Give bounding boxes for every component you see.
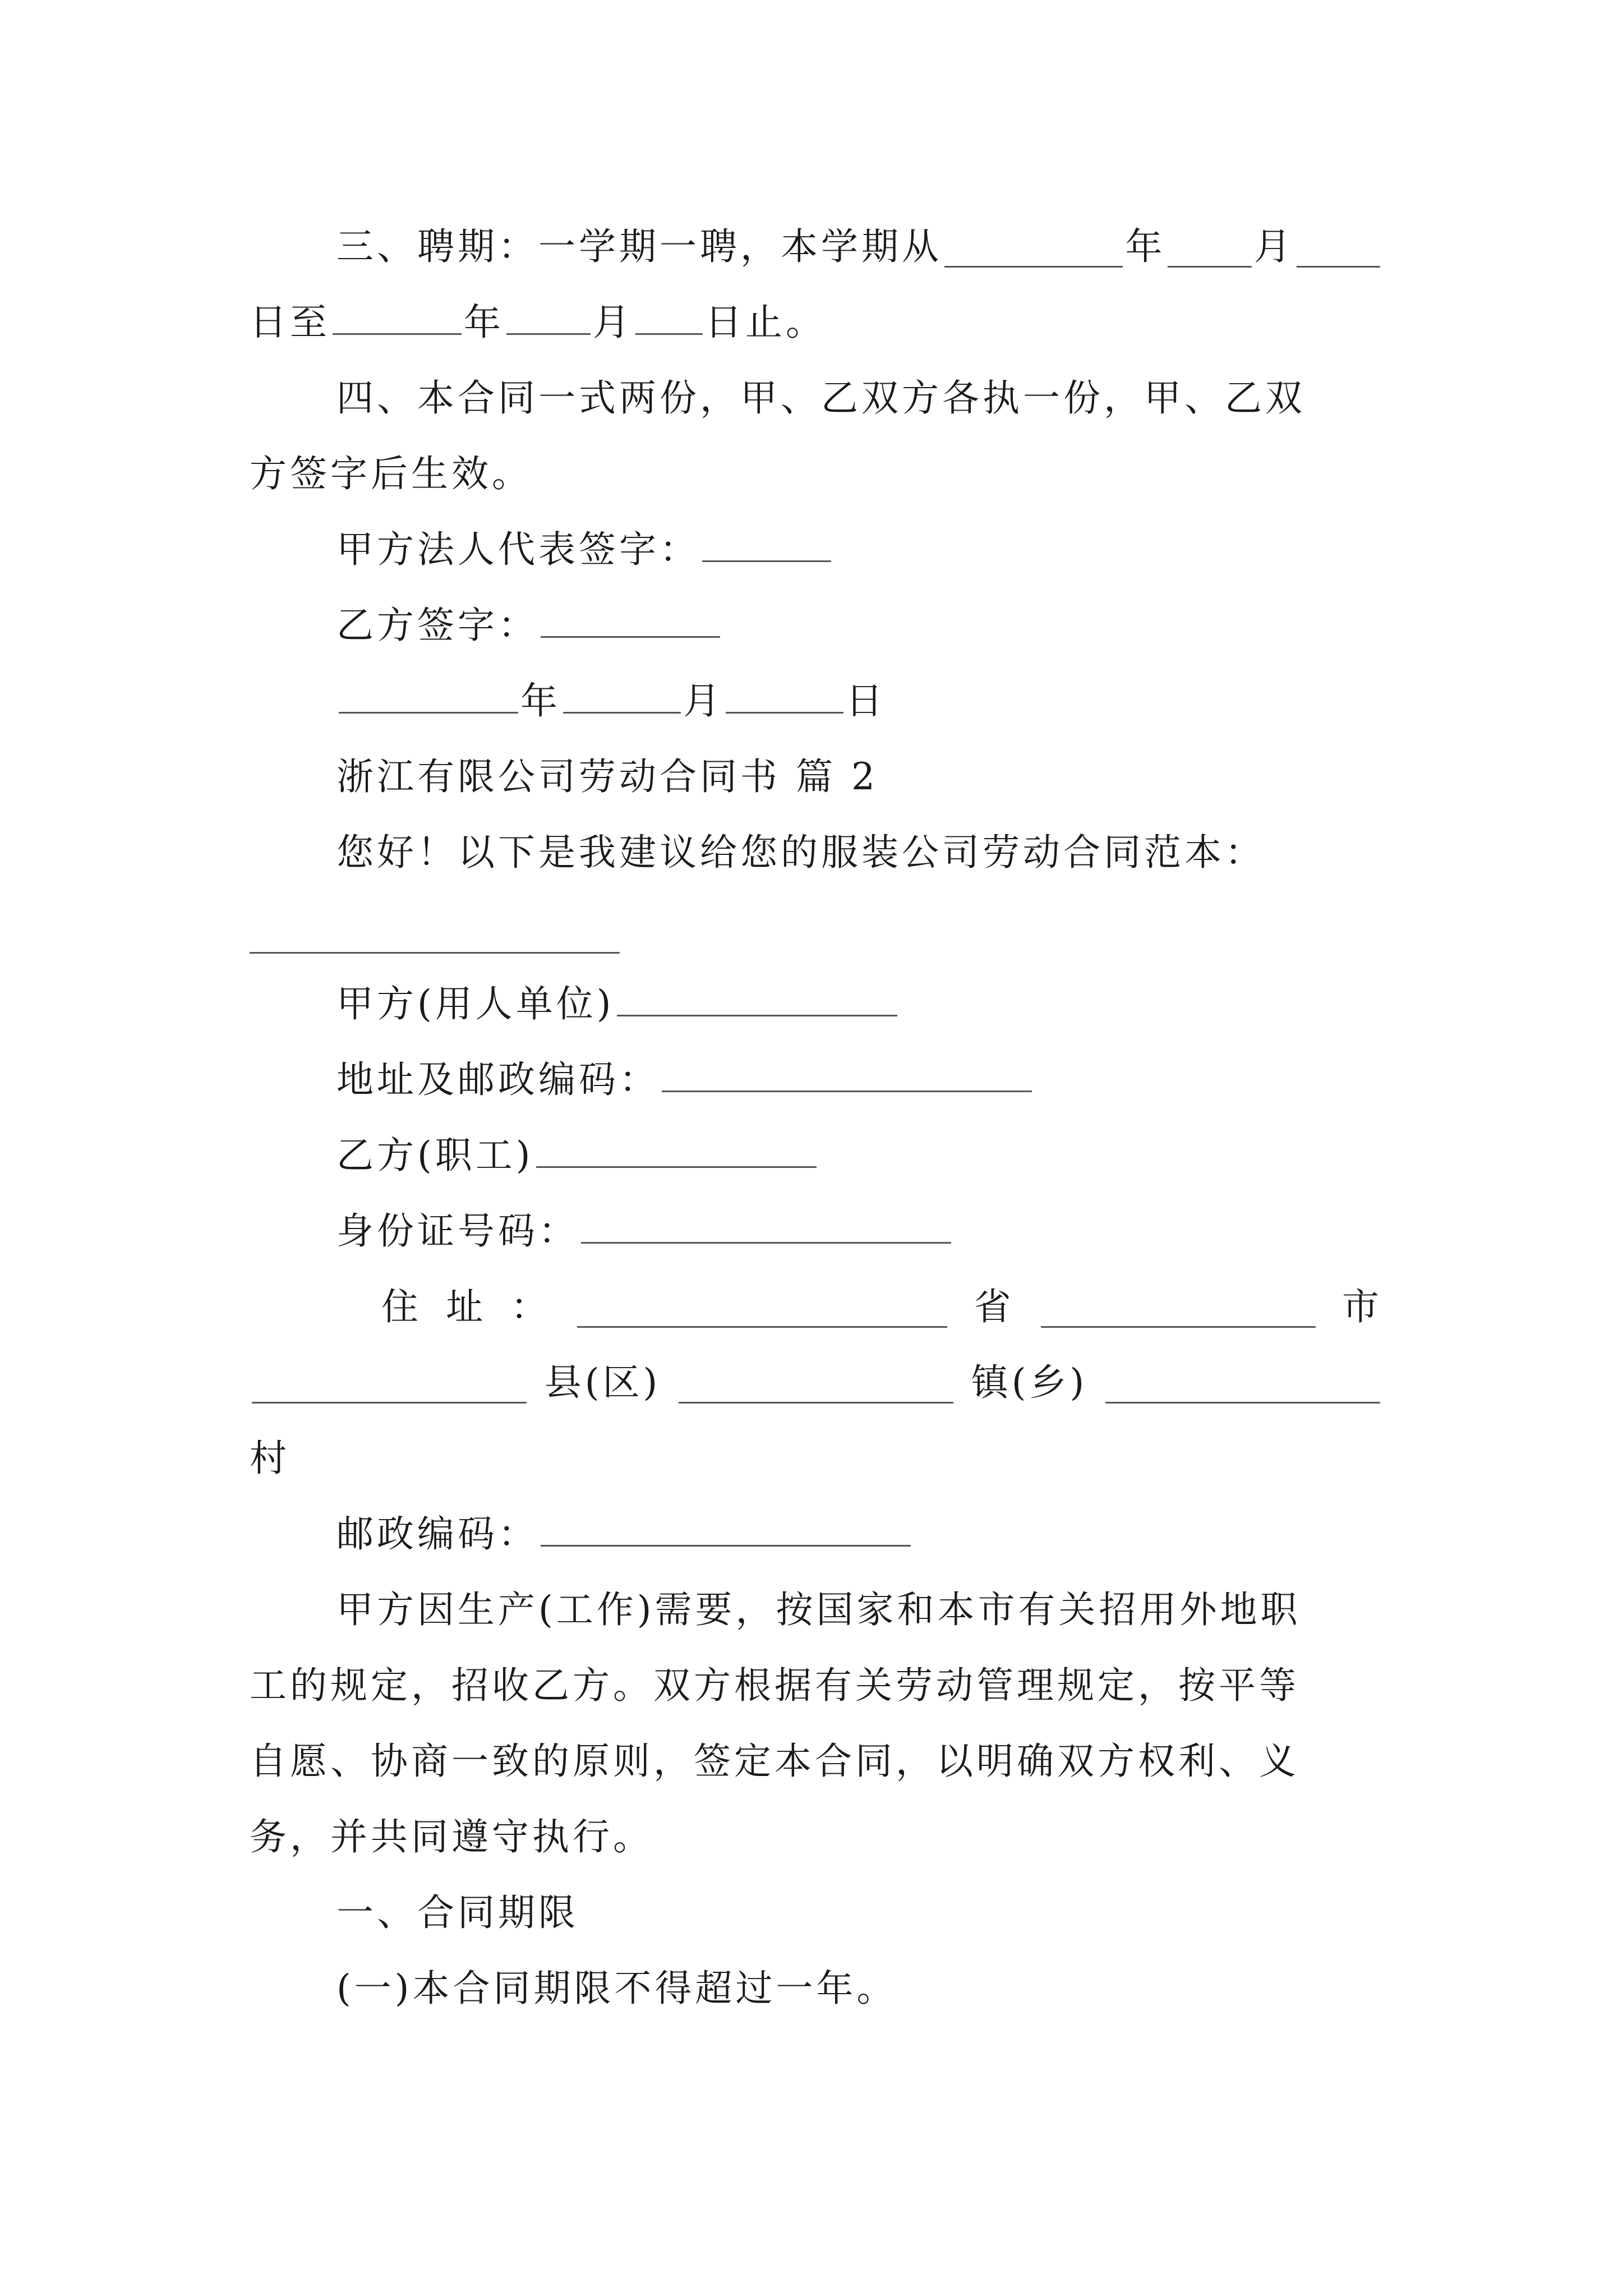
blank-day-end xyxy=(635,294,703,335)
field-postcode-label: 邮政编码： xyxy=(336,1512,538,1556)
field-address-postcode-blank xyxy=(662,1051,1032,1092)
field-residence-char-1: 住 xyxy=(381,1285,422,1328)
text-month: 月 xyxy=(593,301,633,344)
field-county-blank xyxy=(252,1363,527,1404)
section-title: 浙江有限公司劳动合同书 篇 2 xyxy=(336,755,878,798)
signature-party-a xyxy=(336,519,1382,581)
blank-year-end xyxy=(333,294,462,335)
text-line-term-end xyxy=(250,292,1382,353)
text-month: 月 xyxy=(683,679,723,723)
field-id-number-label: 身份证号码： xyxy=(336,1209,579,1253)
field-employee xyxy=(336,1125,1382,1186)
field-town-blank xyxy=(679,1363,953,1404)
field-residence-colon: ： xyxy=(510,1285,551,1328)
field-employee-blank xyxy=(536,1127,817,1168)
separator-blank xyxy=(250,952,620,954)
field-province-label: 省 xyxy=(974,1285,1015,1328)
signature-party-b-blank xyxy=(541,597,720,638)
field-id-number xyxy=(336,1200,1382,1262)
field-id-number-blank xyxy=(581,1203,951,1244)
text-year: 年 xyxy=(1125,225,1166,268)
blank-month-end xyxy=(506,294,591,335)
field-town-label: 镇(乡) xyxy=(971,1361,1088,1404)
paragraph-copies: 四、本合同一式两份，甲、乙双方各执一份，甲、乙双 xyxy=(336,376,1306,420)
field-employee-label: 乙方(职工) xyxy=(336,1134,534,1177)
paragraph-greeting: 您好！以下是我建议给您的服装公司劳动合同范本： xyxy=(336,831,1265,874)
text-year: 年 xyxy=(520,679,561,723)
paragraph-preamble-4: 务，并共同遵守执行。 xyxy=(250,1815,653,1858)
text-year: 年 xyxy=(464,301,504,344)
field-address-postcode xyxy=(336,1049,1382,1111)
blank-day-start xyxy=(1297,227,1380,268)
signature-party-a-label: 甲方法人代表签字： xyxy=(336,528,700,571)
field-postcode-blank xyxy=(541,1506,911,1547)
field-city-blank xyxy=(1041,1287,1316,1328)
field-employer-blank xyxy=(617,976,897,1016)
text-day-stop: 日止。 xyxy=(705,301,826,344)
blank-sign-year xyxy=(339,673,518,714)
text-month: 月 xyxy=(1253,225,1294,268)
paragraph-preamble-1: 甲方因生产(工作)需要，按国家和本市有关招用外地职 xyxy=(336,1588,1301,1631)
field-residence-char-2: 址 xyxy=(446,1285,487,1328)
field-city-label: 市 xyxy=(1341,1285,1382,1328)
field-address-postcode-label: 地址及邮政编码： xyxy=(336,1058,660,1101)
field-postcode xyxy=(336,1503,1382,1565)
field-residence xyxy=(381,1276,1382,1338)
field-county-label: 县(区) xyxy=(544,1361,661,1404)
field-village-label: 村 xyxy=(250,1437,290,1480)
blank-month-start xyxy=(1168,227,1251,268)
text-day-to: 日至 xyxy=(250,301,330,344)
signature-date xyxy=(336,670,1382,732)
text-day: 日 xyxy=(846,679,886,723)
paragraph-preamble-3: 自愿、协商一致的原则，签定本合同，以明确双方权利、义 xyxy=(250,1740,1299,1783)
paragraph-copies-cont: 方签字后生效。 xyxy=(250,452,532,495)
field-residence-cont xyxy=(250,1352,1382,1414)
text-term-intro: 三、聘期：一学期一聘，本学期从 xyxy=(336,225,942,268)
heading-contract-term: 一、合同期限 xyxy=(336,1891,579,1934)
paragraph-preamble-2: 工的规定，招收乙方。双方根据有关劳动管理规定，按平等 xyxy=(250,1664,1299,1707)
field-employer xyxy=(336,973,1382,1035)
signature-party-b xyxy=(336,595,1382,656)
field-province-blank xyxy=(577,1287,947,1328)
clause-term-limit: (一)本合同期限不得超过一年。 xyxy=(336,1967,897,2010)
signature-party-a-blank xyxy=(702,521,831,562)
blank-sign-month xyxy=(563,673,681,714)
field-village-blank xyxy=(1105,1363,1380,1404)
signature-party-b-label: 乙方签字： xyxy=(336,604,538,647)
field-employer-label: 甲方(用人单位) xyxy=(336,982,615,1025)
text-line-term xyxy=(336,216,1382,278)
blank-year-start xyxy=(944,227,1123,268)
blank-sign-day xyxy=(726,673,843,714)
